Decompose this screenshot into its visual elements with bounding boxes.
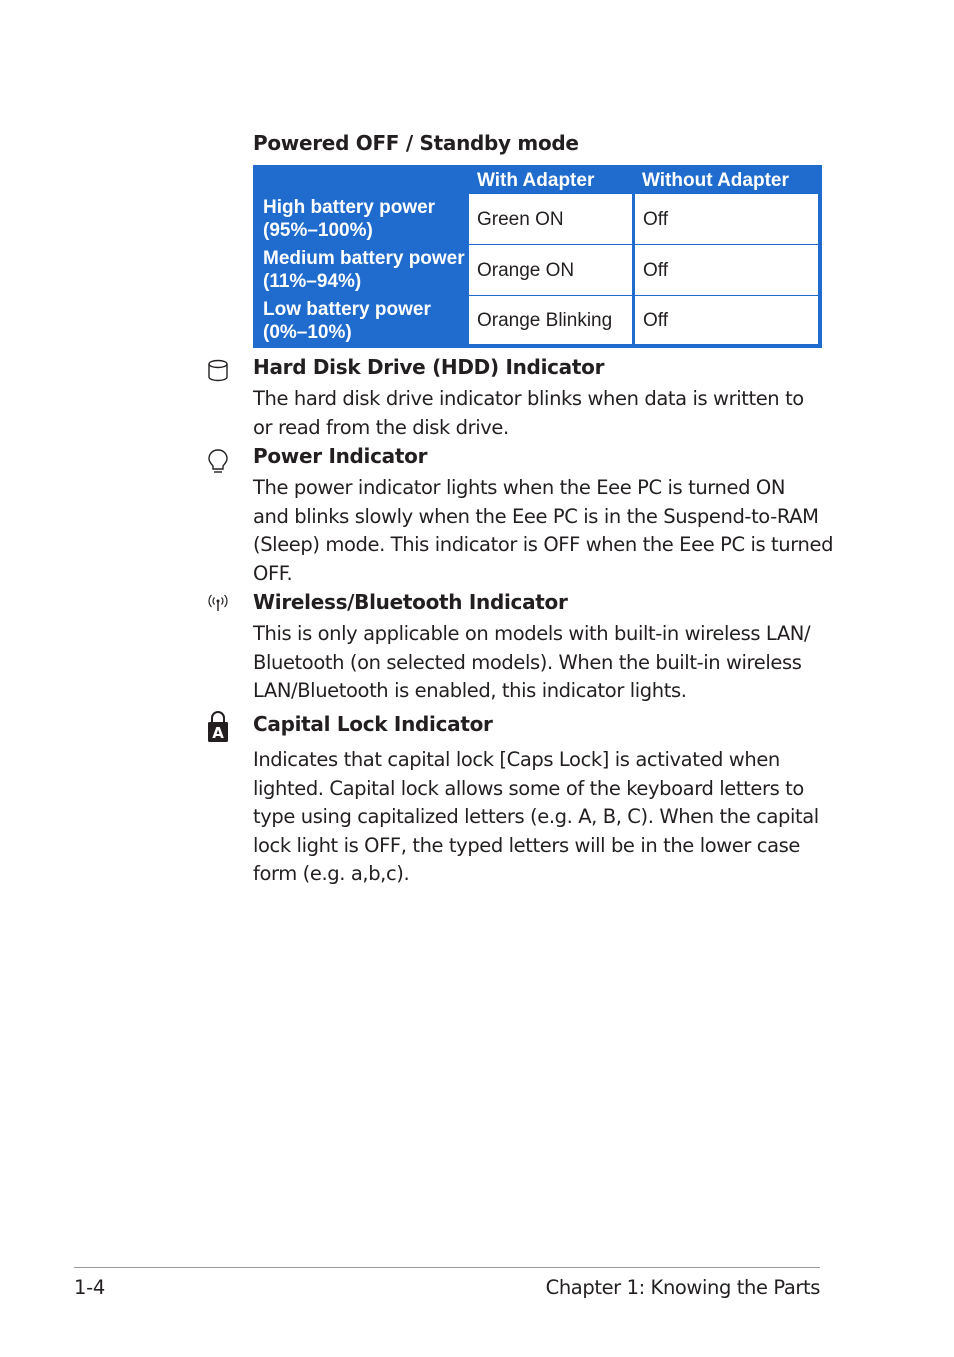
- body-line: lock light is OFF, the typed letters will be in the lower case: [253, 833, 801, 857]
- body-line: lighted. Capital lock allows some of the keyboard letters to: [253, 776, 804, 800]
- section-title: Capital Lock Indicator: [253, 712, 493, 736]
- table-row-label: [253, 196, 467, 244]
- table-header-with-adapter: With Adapter: [477, 170, 595, 191]
- row-label-range: (95%–100%): [263, 220, 373, 241]
- hard-disk-icon: [205, 358, 231, 384]
- table-cell-with-adapter: Orange ON: [469, 245, 632, 295]
- body-line: OFF.: [253, 561, 293, 585]
- table-cell-with-adapter: Orange Blinking: [469, 296, 632, 344]
- body-line: Bluetooth (on selected models). When the built-in wireless: [253, 650, 802, 674]
- body-line: or read from the disk drive.: [253, 415, 509, 439]
- row-label-line: High battery power: [263, 197, 436, 218]
- page-number: 1-4: [74, 1276, 105, 1299]
- chapter-title: Chapter 1: Knowing the Parts: [545, 1276, 820, 1299]
- body-line: LAN/Bluetooth is enabled, this indicator lights.: [253, 679, 687, 702]
- table-cell-without-adapter: Off: [635, 245, 818, 295]
- table-cell-with-adapter: Green ON: [469, 194, 632, 244]
- section-body: [253, 620, 833, 706]
- body-line: form (e.g. a,b,c).: [253, 862, 410, 885]
- mode-table: [253, 165, 822, 348]
- table-cell-without-adapter: Off: [635, 194, 818, 244]
- body-line: Indicates that capital lock [Caps Lock] is activated when: [253, 748, 780, 771]
- body-line: The power indicator lights when the Eee PC is turned ON: [253, 476, 786, 499]
- table-cell-without-adapter: Off: [635, 296, 818, 344]
- body-line: and blinks slowly when the Eee PC is in the Suspend-to-RAM: [253, 504, 819, 528]
- table-title: Powered OFF / Standby mode: [253, 131, 579, 155]
- body-line: This is only applicable on models with built-in wireless LAN/: [253, 622, 811, 645]
- row-label-line: Low battery power: [263, 299, 431, 320]
- capital-lock-letter: A: [212, 724, 224, 742]
- footer-divider: [74, 1267, 820, 1268]
- capital-lock-icon: [205, 710, 231, 744]
- wireless-icon: [205, 592, 231, 618]
- section-body: [253, 385, 833, 442]
- section-title: Wireless/Bluetooth Indicator: [253, 590, 568, 614]
- section-title: Hard Disk Drive (HDD) Indicator: [253, 355, 605, 379]
- body-line: (Sleep) mode. This indicator is OFF when the Eee PC is turned: [253, 533, 834, 556]
- body-line: The hard disk drive indicator blinks when data is written to: [253, 387, 804, 410]
- table-row-label: [253, 247, 467, 295]
- row-label-line: Medium battery power: [263, 248, 465, 269]
- body-line: type using capitalized letters (e.g. A, B, C). When the capital: [253, 805, 819, 828]
- table-header-without-adapter: Without Adapter: [642, 170, 789, 191]
- row-label-range: (0%–10%): [263, 322, 352, 343]
- section-title: Power Indicator: [253, 444, 428, 468]
- row-label-range: (11%–94%): [263, 271, 362, 292]
- section-body: [253, 746, 833, 889]
- power-bulb-icon: [205, 447, 231, 473]
- section-body: [253, 474, 833, 588]
- table-row-label: [253, 298, 467, 346]
